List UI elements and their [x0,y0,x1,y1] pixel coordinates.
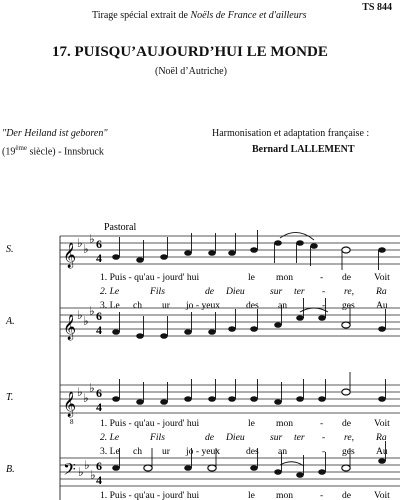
lyric-syllable: le [248,490,255,500]
flat-icon: ♭ [77,308,83,322]
flat-icon: ♭ [89,381,95,395]
voice-label-bass: B. [6,464,15,475]
flat-icon: ♭ [78,465,84,479]
lyric-syllable: le [248,272,255,283]
flat-icon: ♭ [77,385,83,399]
flat-icon: ♭ [83,391,89,405]
staff-bass [60,458,400,486]
lyric-syllable: de [205,286,215,297]
lyric-syllable: an [278,446,288,457]
lyric-v1: 1. Puis - qu'au - jourd' hui [100,272,200,283]
lyric-syllable: Au [376,300,388,311]
lyric-v2: 2. Le [100,286,120,297]
extract-collection: Noëls de France et d'ailleurs [190,10,307,21]
time-signature-num: 6 [96,237,102,251]
lyric-syllable: jo - yeux [186,446,221,457]
lyric-syllable: le [248,418,255,429]
lyric-syllable: - [320,272,324,283]
lyric-syllable: ur [162,300,170,311]
lyric-syllable: an [278,300,288,311]
lyric-syllable: ter [294,432,305,443]
lyric-syllable: Voit [374,418,390,429]
lyric-syllable: de [342,272,352,283]
page-title: 17. PUISQU’AUJOURD’HUI LE MONDE [52,44,328,60]
page-subtitle: (Noël d’Autriche) [155,66,227,77]
treble-clef-icon: 𝄞 [63,391,77,416]
treble-clef-icon: 𝄞 [63,314,77,339]
time-signature-den: 4 [96,323,102,337]
lyric-syllable: Fils [150,286,165,297]
lyric-syllable: re, [344,432,355,443]
lyric-syllable: ges [342,300,355,311]
clef-octave-mark: 8 [70,418,74,426]
time-signature-den: 4 [96,251,102,265]
lyric-syllable: mon [276,272,294,283]
lyric-syllable: Dieu [226,286,245,297]
lyric-syllable: - [320,418,324,429]
lyric-syllable: - [320,490,324,500]
flat-icon: ♭ [83,314,89,328]
lyric-syllable: de [342,490,352,500]
lyric-syllable: mon [276,490,294,500]
tempo-marking: Pastoral [104,222,137,233]
arranger-name: Bernard LALLEMENT [252,144,355,155]
lyric-syllable: des [246,446,259,457]
lyric-syllable: de [205,432,215,443]
tenor-notes [112,372,386,405]
origin-century-sup: ème [15,144,28,152]
lyric-syllable: - [322,300,326,311]
flat-icon: ♭ [90,468,96,482]
lyric-syllable: - [322,286,326,297]
time-signature-den: 4 [96,473,102,487]
lyric-syllable: sur [270,432,283,443]
lyric-v1: 1. Puis - qu'au - jourd' hui [100,418,200,429]
lyric-v3: 3. Le [100,300,120,311]
lyric-syllable: Ra [376,432,387,443]
flat-icon: ♭ [89,304,95,318]
lyric-syllable: ur [162,446,170,457]
bass-lyrics [100,490,390,500]
lyric-syllable: Voit [374,490,390,500]
lyric-syllable: re, [344,286,355,297]
lyric-syllable: mon [276,418,294,429]
origin-rest: siècle) - Innsbruck [27,146,104,158]
staff-alto [60,308,400,336]
flat-icon: ♭ [83,242,89,256]
time-signature-den: 4 [96,400,102,414]
origin-century: (19 [2,146,16,158]
lyric-syllable: des [246,300,259,311]
voice-label-alto: A. [6,316,15,327]
lyric-syllable: de [342,418,352,429]
credits-label: Harmonisation et adaptation française : [212,128,370,139]
lyric-syllable: Dieu [226,432,245,443]
lyric-syllable: ges [342,446,355,457]
lyric-syllable: ch [133,300,143,311]
lyric-syllable: - [322,446,326,457]
flat-icon: ♭ [77,236,83,250]
lyric-syllable: ch [133,446,143,457]
extract-prefix: Tirage spécial extrait de [92,10,191,21]
treble-clef-icon: 𝄞 [63,242,77,267]
lyric-syllable: sur [270,286,283,297]
lyric-v3: 3. Le [100,446,120,457]
lyric-syllable: Fils [150,432,165,443]
lyric-v2: 2. Le [100,432,120,443]
soprano-lyrics [100,272,390,311]
time-signature-num: 6 [96,386,102,400]
bass-clef-icon: 𝄢 [63,461,76,483]
lyric-syllable: Voit [374,272,390,283]
lyric-syllable: Ra [376,286,387,297]
flat-icon: ♭ [84,458,90,472]
voice-label-tenor: T. [6,392,14,403]
flat-icon: ♭ [89,232,95,246]
time-signature-num: 6 [96,459,102,473]
lyric-syllable: ter [294,286,305,297]
voice-label-soprano: S. [6,244,14,255]
lyric-syllable: jo - yeux [186,300,221,311]
lyric-syllable: - [322,432,326,443]
lyric-v1: 1. Puis - qu'au - jourd' hui [100,490,200,500]
tenor-lyrics [100,418,390,457]
original-title: "Der Heiland ist geboren" [2,128,108,139]
time-signature-num: 6 [96,309,102,323]
lyric-syllable: Au [376,446,388,457]
catalog-number: TS 844 [362,2,392,13]
